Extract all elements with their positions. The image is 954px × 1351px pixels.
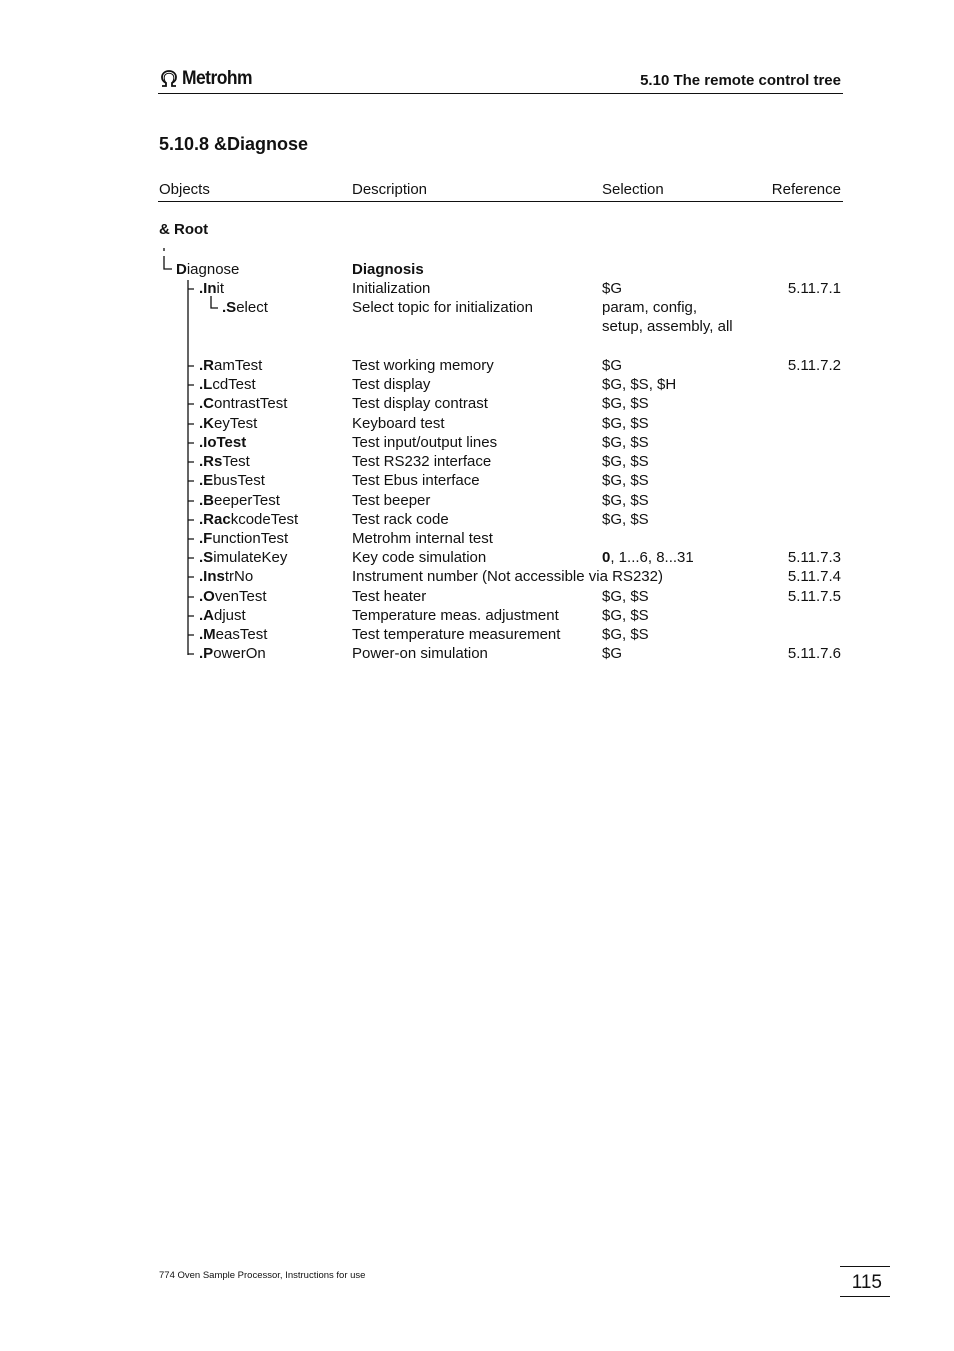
tree-object	[199, 395, 287, 413]
selection-values: $G, $S	[602, 415, 649, 432]
object-abbrev: .IoTest	[199, 434, 247, 451]
description-cell: Test input/output lines	[352, 434, 498, 451]
description-cell: Power-on simulation	[352, 645, 488, 662]
tree-object	[222, 299, 268, 317]
description-cell: Diagnosis	[352, 261, 424, 278]
selection-cell	[602, 453, 649, 471]
tree-object	[199, 280, 224, 298]
description-cell: Temperature meas. adjustment	[352, 607, 559, 624]
description-cell: Metrohm internal test	[352, 530, 493, 547]
reference-cell: 5.11.7.2	[787, 357, 841, 374]
object-abbrev: .E	[199, 472, 214, 489]
description-cell: Test RS232 interface	[352, 453, 492, 470]
tree-object	[199, 357, 262, 375]
selection-values: $G, $S	[602, 511, 649, 528]
chapter-title: 5.10 The remote control tree	[640, 72, 841, 89]
selection-cell	[602, 607, 649, 625]
metrohm-logo	[159, 66, 258, 92]
object-rest: amTest	[214, 357, 263, 374]
object-rest: trNo	[224, 568, 254, 585]
description-cell: Test display contrast	[352, 395, 488, 412]
description-cell: Test working memory	[352, 357, 494, 374]
selection-cell	[602, 511, 649, 529]
description-cell: Test beeper	[352, 492, 431, 509]
selection-values: $G, $S, $H	[602, 376, 677, 393]
object-rest: eeperTest	[214, 492, 280, 509]
selection-values: $G, $S	[602, 626, 649, 643]
tree-object	[199, 434, 246, 452]
column-reference: Reference	[771, 181, 841, 198]
object-rest: ontrastTest	[214, 395, 288, 412]
selection-cell	[602, 588, 649, 606]
description-cell: Key code simulation	[352, 549, 487, 566]
object-abbrev: .M	[199, 626, 216, 643]
tree-object	[199, 607, 246, 625]
tree-object	[199, 549, 287, 567]
selection-values: $G, $S	[602, 472, 649, 489]
reference-cell: 5.11.7.5	[787, 588, 841, 605]
object-rest: unctionTest	[212, 530, 289, 547]
manual-title: 774 Oven Sample Processor, Instructions for use	[159, 1270, 366, 1281]
tree-object	[199, 530, 288, 548]
tree-object	[199, 645, 266, 663]
object-abbrev: .P	[199, 645, 214, 662]
object-abbrev: .R	[199, 357, 214, 374]
object-abbrev: .S	[222, 299, 237, 316]
object-abbrev: .C	[199, 395, 214, 412]
column-selection: Selection	[602, 181, 664, 198]
object-rest: djust	[214, 607, 246, 624]
object-abbrev: .Ins	[199, 568, 225, 585]
omega-icon	[159, 69, 179, 89]
object-rest: Test	[222, 453, 250, 470]
reference-cell: 5.11.7.3	[787, 549, 841, 566]
description-cell: Select topic for initialization	[352, 299, 533, 316]
column-rule	[158, 201, 843, 202]
object-rest: easTest	[215, 626, 268, 643]
selection-values: $G, $S	[602, 453, 649, 470]
tree-object	[199, 626, 267, 644]
selection-values: $G, $S	[602, 492, 649, 509]
selection-values: setup, assembly, all	[602, 318, 733, 335]
object-abbrev: .In	[199, 280, 217, 297]
object-rest: iagnose	[186, 261, 240, 278]
selection-cell	[602, 492, 649, 510]
selection-values: $G	[602, 280, 623, 297]
tree-object	[199, 492, 280, 510]
description-cell: Test heater	[352, 588, 427, 605]
selection-values: $G, $S	[602, 588, 649, 605]
object-abbrev: .B	[199, 492, 214, 509]
object-rest: elect	[236, 299, 268, 316]
description-cell: Test rack code	[352, 511, 449, 528]
description-cell: Test temperature measurement	[352, 626, 561, 643]
object-abbrev: .K	[199, 415, 214, 432]
reference-cell: 5.11.7.4	[787, 568, 841, 585]
tree-object	[199, 376, 256, 394]
object-abbrev: .A	[199, 607, 214, 624]
description-cell: Instrument number (Not accessible via RS232)	[352, 568, 663, 585]
object-rest: venTest	[214, 588, 267, 605]
object-rest: it	[216, 280, 224, 297]
object-abbrev: .F	[199, 530, 213, 547]
selection-cell	[602, 415, 649, 433]
root-elbow	[164, 256, 172, 269]
page-number: 115	[851, 1272, 882, 1293]
selection-cell	[602, 549, 694, 567]
selection-cell	[602, 299, 697, 317]
selection-values: $G, $S	[602, 395, 649, 412]
selection-cell	[602, 318, 733, 336]
selection-values: , 1...6, 8...31	[610, 549, 694, 566]
selection-cell	[602, 395, 649, 413]
header-rule	[158, 93, 843, 94]
selection-cell	[602, 645, 622, 663]
object-abbrev: .S	[199, 549, 214, 566]
selection-cell	[602, 434, 649, 452]
tree-object	[199, 511, 298, 529]
description-cell: Test display	[352, 376, 431, 393]
tree-object	[199, 472, 265, 490]
page-number-box	[840, 1266, 890, 1297]
child-ticks	[188, 289, 194, 654]
column-objects: Objects	[159, 181, 210, 198]
selection-values: $G, $S	[602, 607, 649, 624]
selection-values: $G, $S	[602, 434, 649, 451]
object-rest: kcodeTest	[230, 511, 299, 528]
brand-name: Metrohm	[182, 68, 252, 89]
description-cell: Test Ebus interface	[352, 472, 480, 489]
object-rest: busTest	[213, 472, 265, 489]
tree-object	[199, 453, 250, 471]
selection-values: param, config,	[602, 299, 698, 316]
object-rest: owerOn	[213, 645, 266, 662]
selection-cell	[602, 472, 649, 490]
tree-object	[199, 588, 267, 606]
root-label: & Root	[159, 221, 209, 238]
object-rest: imulateKey	[213, 549, 288, 566]
section-title: 5.10.8 &Diagnose	[159, 134, 309, 154]
selection-values: $G	[602, 645, 623, 662]
object-abbrev: D	[176, 261, 187, 278]
object-abbrev: .O	[199, 588, 215, 605]
object-abbrev: .L	[199, 376, 213, 393]
object-rest: eyTest	[214, 415, 258, 432]
object-abbrev: .Rac	[199, 511, 231, 528]
column-description: Description	[352, 181, 428, 198]
selection-default: 0	[602, 549, 611, 566]
selection-cell	[602, 626, 649, 644]
selection-cell	[602, 357, 622, 375]
reference-cell: 5.11.7.1	[787, 280, 841, 297]
description-cell: Initialization	[352, 280, 431, 297]
object-abbrev: .Rs	[199, 453, 223, 470]
tree-object	[199, 568, 253, 586]
tree-object	[199, 415, 257, 433]
object-rest: cdTest	[212, 376, 256, 393]
description-cell: Keyboard test	[352, 415, 445, 432]
selection-cell	[602, 376, 676, 394]
reference-cell: 5.11.7.6	[787, 645, 841, 662]
selection-cell	[602, 280, 622, 298]
selection-values: $G	[602, 357, 623, 374]
tree-object	[176, 261, 239, 279]
